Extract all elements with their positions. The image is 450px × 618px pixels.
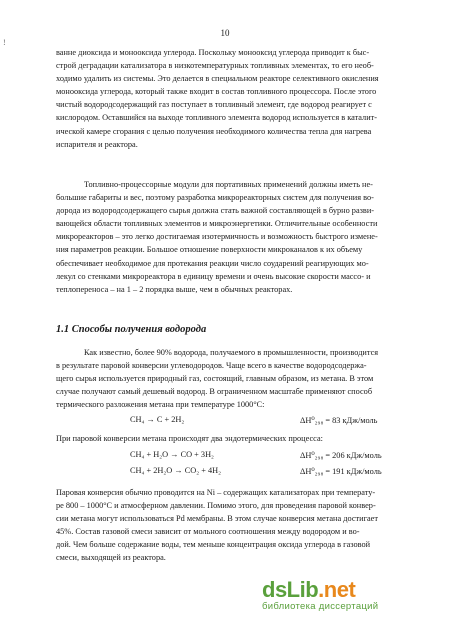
text-line: ния параметров реакции. Большое отношение поверхности микроканалов к их объему xyxy=(56,245,363,255)
equation-row xyxy=(56,466,418,479)
page-number: 10 xyxy=(220,28,230,38)
steam-intro xyxy=(56,432,418,445)
text-line: сии метана могут использоваться Pd мембраны. В этом случае конверсия метана достигает xyxy=(56,514,378,524)
equation-enthalpy: ΔH⁰₂₉₈ = 83 кДж/моль xyxy=(300,416,378,425)
text-line: большие габариты и вес, поэтому разработка микрореакторных систем для получения во- xyxy=(56,193,374,203)
text-line: ической камере сгорания с целью получения необходимого количества тепла для нагрева xyxy=(56,126,372,136)
text-line: щего сырья используется природный газ, состоящий, главным образом, из метана. В этом xyxy=(56,374,374,384)
text-line: вающейся области топливных элементов и микроэнергетики. Отличительные особенности xyxy=(56,219,378,229)
text-line: дорода из водородсодержащего сырья должна стать важной составляющей в бурно разви- xyxy=(56,206,375,216)
text-line: ходимо удалить из системы. Это делается в специальном реакторе селективного окисления xyxy=(56,74,379,84)
paragraph-4 xyxy=(56,486,418,565)
text-line: При паровой конверсии метана происходят два эндотермических процесса: xyxy=(56,434,323,443)
text-line: микрореакторов – это легко достигаемая изотермичность и возможность быстрого измене- xyxy=(56,232,378,242)
text-line: Паровая конверсия обычно проводится на Ni – содержащих катализаторах при температу- xyxy=(56,488,376,497)
watermark-logo xyxy=(262,577,442,603)
watermark xyxy=(262,577,442,612)
text-line: случае получают самый дешевый водород. В ограниченном масштабе применяют способ xyxy=(56,387,373,397)
equation-formula: CH₄ + 2H₂O → CO₂ + 4H₂ xyxy=(130,466,221,475)
text-line: лекул со стенками микрореактора в единицу времени и очень высокие скорости массо- и xyxy=(56,271,371,281)
paragraph-1 xyxy=(56,46,418,151)
text-line: обеспечивает необходимое для протекания реакции число соударений реагирующих мо- xyxy=(56,258,369,268)
equation-formula: CH₄ + H₂O → CO + 3H₂ xyxy=(130,450,214,459)
watermark-logo-part2: .net xyxy=(318,577,356,602)
text-line: чистый водородсодержащий газ поступает в топливный элемент, где водород реагирует с xyxy=(56,100,372,110)
paragraph-3 xyxy=(56,346,418,411)
text-line: Как известно, более 90% водорода, получаемого в промышленности, производится xyxy=(84,348,379,357)
edge-mark: ! xyxy=(3,38,6,47)
text-line: Топливно-процессорные модули для портативных применений должны иметь не- xyxy=(84,180,373,189)
text-line: монооксида углерода, который также входит в состав топливного процессора. После этого xyxy=(56,87,377,97)
text-line: кислородом. Оставшийся на выходе топливного элемента водород используется в каталит- xyxy=(56,113,378,123)
text-line: термического разложения метана при температуре 1000°С: xyxy=(56,400,265,410)
equation-row xyxy=(56,450,418,463)
text-line: испарителя и реактора. xyxy=(56,139,138,149)
text-line: смеси, выходящей из реактора. xyxy=(56,553,166,563)
text-line: ванне диоксида и монооксида углерода. Поскольку монооксид углерода приводит к быс- xyxy=(56,48,370,57)
watermark-logo-part1: dsLib xyxy=(262,577,319,602)
section-heading: 1.1 Способы получения водорода xyxy=(56,324,207,335)
text-line: в результате паровой конверсии углеводородов. Чаще всего в качестве водородсодержа- xyxy=(56,361,367,371)
equation-formula: CH₄ → C + 2H₂ xyxy=(130,415,185,424)
text-line: ре 800 – 1000°С и атмосферном давлении. Помимо этого, для проведения паровой конвер- xyxy=(56,501,376,511)
equation-enthalpy: ΔH⁰₂₉₈ = 206 кДж/моль xyxy=(300,451,382,460)
text-line: строй деградации катализатора в низкотемпературных топливных элементах, то его необ- xyxy=(56,61,374,71)
text-line: 45%. Состав газовой смеси зависит от мольного соотношения между водородом и во- xyxy=(56,527,360,537)
text-line: дой. Чем больше содержание воды, тем меньше концентрация оксида углерода в газовой xyxy=(56,540,371,550)
watermark-subtitle: библиотека диссертаций xyxy=(262,601,379,612)
text-line: теплопереноса – на 1 – 2 порядка выше, чем в обычных реакторах. xyxy=(56,284,293,294)
equation-enthalpy: ΔH⁰₂₉₈ = 191 кДж/моль xyxy=(300,467,382,476)
equation-row xyxy=(56,415,418,428)
paragraph-2 xyxy=(56,178,418,296)
